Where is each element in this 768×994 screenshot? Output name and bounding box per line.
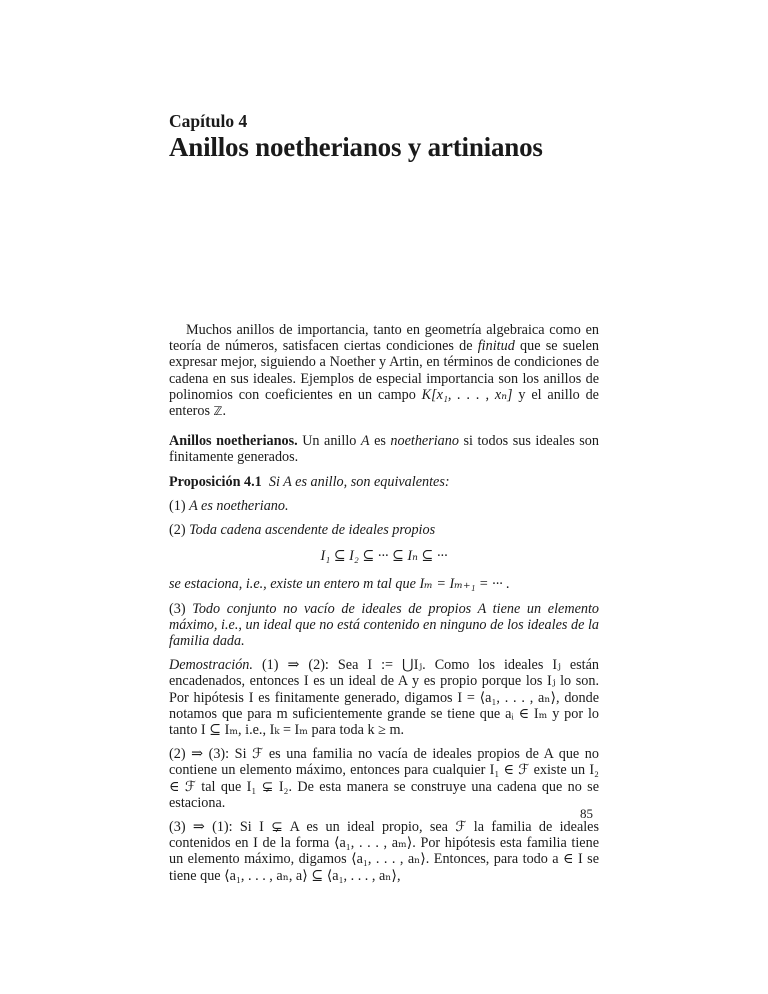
intro-text: que se suelen expresar mejor, siguiendo a Noether y Artin, en términos de condiciones de cadena en sus ideales. Ejemplos de especial importancia son los anillos de polinomios con coeficientes en un campo	[169, 338, 599, 403]
intro-text: Muchos anillos de importancia, tanto en geometría algebraica como en teoría de números, satisfacen ciertas condiciones de	[169, 322, 599, 355]
ascending-chain-formula: I₁ ⊆ I₂ ⊆ ··· ⊆ Iₙ ⊆ ···	[320, 548, 448, 565]
item-number: (2)	[169, 522, 186, 539]
proposition-item-3	[169, 601, 599, 650]
proposition-heading: Proposición 4.1	[169, 473, 262, 490]
definition-text: Un anillo	[297, 433, 361, 450]
polynomial-ring: K[x₁, . . . , xₙ]	[421, 386, 513, 403]
item-text: Toda cadena ascendente de ideales propios	[189, 522, 436, 539]
item-text: A es noetheriano.	[189, 497, 289, 514]
chapter-title: Anillos noetherianos y artinianos	[169, 132, 543, 162]
definition-paragraph	[169, 433, 599, 465]
intro-text: .	[222, 403, 227, 420]
term-noetheriano: noetheriano	[390, 433, 459, 450]
definition-heading: Anillos noetherianos.	[169, 433, 298, 450]
item-number: (3)	[169, 600, 186, 617]
chapter-label: Capítulo 4	[169, 111, 248, 131]
proof-text: (1) ⇒ (2): Sea I := ⋃Iⱼ. Como los ideales Iⱼ están encadenados, entonces I es un ideal de A y es propio porque los Iⱼ lo son. Por hipótesis I es finitamente generado, digamos I = ⟨a₁, . . . , aₙ⟩, donde notamos que para m suficientemente grande se tiene que aᵢ ∈ Iₘ y por lo tanto I ⊆ Iₘ, i.e., Iₖ = Iₘ para toda k ≥ m.	[169, 657, 599, 739]
page-body	[169, 322, 599, 892]
proposition-statement: Si A es anillo, son equivalentes:	[268, 473, 450, 490]
item-number: (1)	[169, 497, 186, 514]
definition-text: es	[369, 433, 391, 450]
intro-paragraph	[169, 322, 599, 419]
proof-part-1	[169, 657, 599, 738]
emphasis-finitud: finitud	[477, 338, 515, 355]
variable-A: A	[360, 433, 370, 450]
proof-heading: Demostración.	[169, 657, 253, 674]
proposition-item-2	[169, 522, 599, 538]
item-text: Todo conjunto no vacío de ideales de propios A tiene un elemento máximo, i.e., un ideal que no está contenido en ninguno de los ideales de la familia dada.	[169, 600, 600, 650]
item-text: se estaciona, i.e., existe un entero m tal que Iₘ = Iₘ₊₁ = ··· .	[169, 576, 510, 593]
integers-symbol: ℤ	[213, 404, 223, 419]
proposition-item-1	[169, 498, 599, 514]
proof-part-2	[169, 746, 599, 811]
page-number: 85	[580, 806, 593, 821]
proposition-item-2-continuation	[169, 576, 599, 592]
proof-text: (3) ⇒ (1): Si I ⊊ A es un ideal propio, sea ℱ la familia de ideales contenidos en I de la forma ⟨a₁, . . . , aₘ⟩. Por hipótesis esta familia tiene un elemento máximo, digamos ⟨a₁, . . . , aₙ⟩. Entonces, para todo a ∈ I se tiene que ⟨a₁, . . . , aₙ, a⟩ ⊆ ⟨a₁, . . . , aₙ⟩,	[169, 819, 599, 884]
proof-text: (2) ⇒ (3): Si ℱ es una familia no vacía de ideales propios de A que no contiene un elemento máximo, entonces para cualquier I₁ ∈ ℱ existe un I₂ ∈ ℱ tal que I₁ ⊊ I₂. De esta manera se construye una cadena que no se estaciona.	[169, 746, 599, 811]
definition-text: si todos sus ideales son finitamente generados.	[169, 433, 599, 466]
proof-part-3	[169, 819, 599, 884]
proposition-heading-line	[169, 474, 599, 490]
intro-text: y el anillo de enteros	[169, 386, 599, 420]
